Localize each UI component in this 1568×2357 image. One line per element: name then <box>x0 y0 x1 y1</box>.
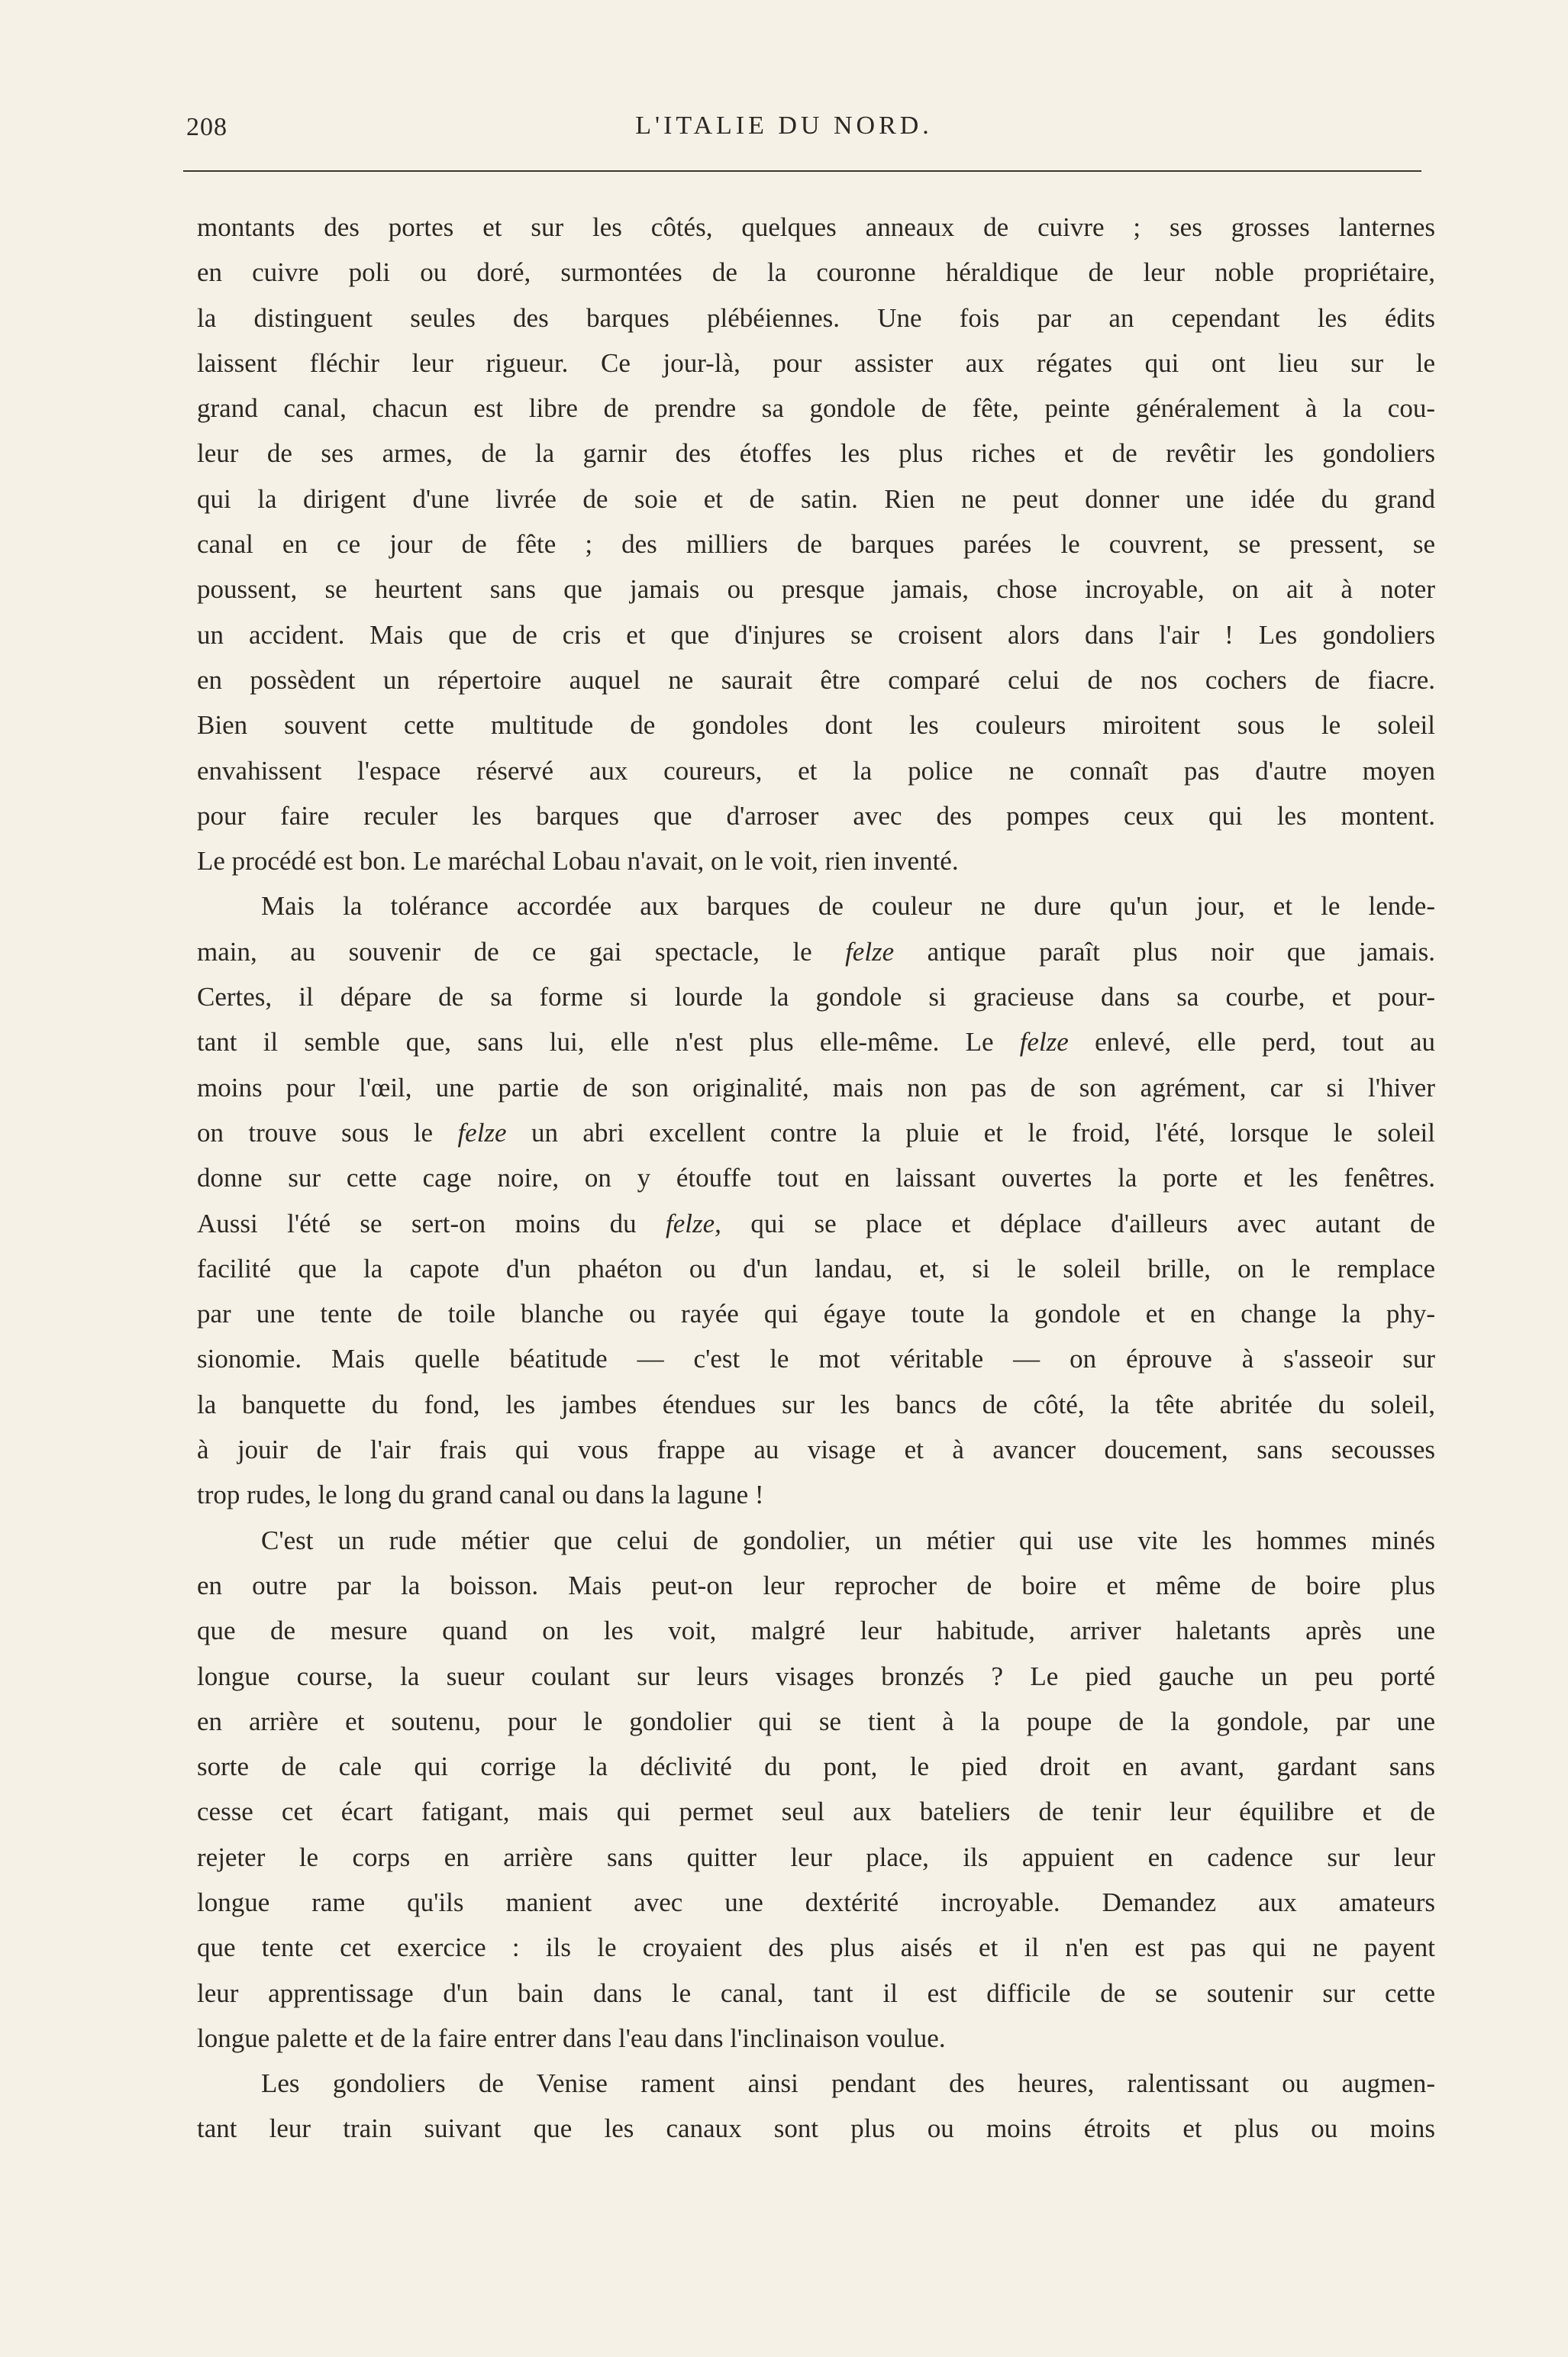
text-line: Le procédé est bon. Le maréchal Lobau n'avait, on le voit, rien inventé. <box>197 846 959 877</box>
text-line: leur de ses armes, de la garnir des étoffes les plus riches et de revêtir les gondoliers <box>197 438 1435 469</box>
paragraph-2 <box>197 883 1435 1517</box>
text-run: enlevé, elle perd, tout au <box>1068 1027 1435 1057</box>
text-line: cesse cet écart fatigant, mais qui permet seul aux bateliers de tenir leur équilibre et de <box>197 1797 1435 1827</box>
text-line: qui la dirigent d'une livrée de soie et de satin. Rien ne peut donner une idée du grand <box>197 483 1435 514</box>
text-line: longue course, la sueur coulant sur leurs visages bronzés ? Le pied gauche un peu porté <box>197 1661 1435 1691</box>
text-line: moins pour l'œil, une partie de son originalité, mais non pas de son agrément, car si l'hiver <box>197 1072 1435 1103</box>
page-number: 208 <box>186 113 227 141</box>
text-line: Bien souvent cette multitude de gondoles dont les couleurs miroitent sous le soleil <box>197 710 1435 741</box>
text-line: Mais la tolérance accordée aux barques de couleur ne dure qu'un jour, et le lende- <box>261 891 1435 922</box>
text-line <box>197 929 1435 974</box>
text-line: rejeter le corps en arrière sans quitter leur place, ils appuient en cadence sur leur <box>197 1842 1435 1872</box>
text-line: pour faire reculer les barques que d'arroser avec des pompes ceux qui les montent. <box>197 800 1435 831</box>
running-title: L'ITALIE DU NORD. <box>635 111 933 140</box>
body-text <box>197 205 1435 2152</box>
text-line: à jouir de l'air frais qui vous frappe au visage et à avancer doucement, sans secousses <box>197 1435 1435 1465</box>
text-line: par une tente de toile blanche ou rayée qui égaye toute la gondole et en change la phy- <box>197 1299 1435 1329</box>
text-line: canal en ce jour de fête ; des milliers de barques parées le couvrent, se pressent, se <box>197 529 1435 560</box>
italic-term: felze, <box>666 1208 721 1238</box>
text-line: longue rame qu'ils manient avec une dextérité incroyable. Demandez aux amateurs <box>197 1887 1435 1917</box>
paragraph-1 <box>197 205 1435 883</box>
text-line: tant leur train suivant que les canaux sont plus ou moins étroits et plus ou moins <box>197 2113 1435 2144</box>
header-rule <box>183 170 1421 172</box>
text-line: la distinguent seules des barques plébéiennes. Une fois par an cependant les édits <box>197 302 1435 333</box>
text-run: tant il semble que, sans lui, elle n'est plus elle-même. Le <box>197 1027 1020 1057</box>
text-line: longue palette et de la faire entrer dans l'eau dans l'inclinaison voulue. <box>197 2023 946 2053</box>
text-line: C'est un rude métier que celui de gondolier, un métier qui use vite les hommes minés <box>261 1525 1435 1555</box>
text-run: antique paraît plus noir que jamais. <box>894 936 1435 967</box>
text-line: que de mesure quand on les voit, malgré leur habitude, arriver haletants après une <box>197 1616 1435 1646</box>
text-line: Certes, il dépare de sa forme si lourde la gondole si gracieuse dans sa courbe, et pour- <box>197 982 1435 1012</box>
text-run: un abri excellent contre la pluie et le froid, l'été, lorsque le soleil <box>506 1117 1435 1148</box>
text-line: facilité que la capote d'un phaéton ou d'un landau, et, si le soleil brille, on le remplace <box>197 1253 1435 1283</box>
text-line: sionomie. Mais quelle béatitude — c'est le mot véritable — on éprouve à s'asseoir sur <box>197 1344 1435 1374</box>
text-line: la banquette du fond, les jambes étendues sur les bancs de côté, la tête abritée du soleil, <box>197 1389 1435 1419</box>
text-run: on trouve sous le <box>197 1117 458 1148</box>
italic-term: felze <box>1019 1027 1069 1057</box>
text-line: que tente cet exercice : ils le croyaient des plus aisés et il n'en est pas qui ne payent <box>197 1932 1435 1963</box>
italic-term: felze <box>845 936 895 967</box>
text-line: sorte de cale qui corrige la déclivité du pont, le pied droit en avant, gardant sans <box>197 1752 1435 1782</box>
text-line <box>197 1110 1435 1155</box>
text-line: leur apprentissage d'un bain dans le canal, tant il est difficile de se soutenir sur cette <box>197 1978 1435 2008</box>
text-line: montants des portes et sur les côtés, quelques anneaux de cuivre ; ses grosses lanternes <box>197 212 1435 242</box>
paragraph-4 <box>197 2061 1435 2152</box>
text-line <box>197 1019 1435 1064</box>
text-line: en cuivre poli ou doré, surmontées de la couronne héraldique de leur noble propriétaire, <box>197 257 1435 288</box>
text-line: en outre par la boisson. Mais peut-on leur reprocher de boire et même de boire plus <box>197 1570 1435 1600</box>
text-line: en possèdent un répertoire auquel ne saurait être comparé celui de nos cochers de fiacre. <box>197 664 1435 695</box>
text-line: en arrière et soutenu, pour le gondolier qui se tient à la poupe de la gondole, par une <box>197 1706 1435 1736</box>
paragraph-3 <box>197 1518 1435 2062</box>
text-line: donne sur cette cage noire, on y étouffe tout en laissant ouvertes la porte et les fenêtres. <box>197 1163 1435 1193</box>
text-line: laissent fléchir leur rigueur. Ce jour-là, pour assister aux régates qui ont lieu sur le <box>197 347 1435 378</box>
text-line: envahissent l'espace réservé aux coureurs, et la police ne connaît pas d'autre moyen <box>197 755 1435 786</box>
text-line <box>197 1201 1435 1246</box>
text-run: main, au souvenir de ce gai spectacle, le <box>197 936 846 967</box>
text-run: qui se place et déplace d'ailleurs avec autant de <box>721 1208 1436 1238</box>
text-line: grand canal, chacun est libre de prendre sa gondole de fête, peinte généralement à la cou- <box>197 393 1435 424</box>
text-line: trop rudes, le long du grand canal ou dans la lagune ! <box>197 1480 764 1510</box>
text-run: Aussi l'été se sert-on moins du <box>197 1208 666 1238</box>
text-line: poussent, se heurtent sans que jamais ou presque jamais, chose incroyable, on ait à noter <box>197 574 1435 605</box>
italic-term: felze <box>457 1117 507 1148</box>
text-line: un accident. Mais que de cris et que d'injures se croisent alors dans l'air ! Les gondoliers <box>197 619 1435 650</box>
text-line: Les gondoliers de Venise rament ainsi pendant des heures, ralentissant ou augmen- <box>261 2068 1435 2099</box>
